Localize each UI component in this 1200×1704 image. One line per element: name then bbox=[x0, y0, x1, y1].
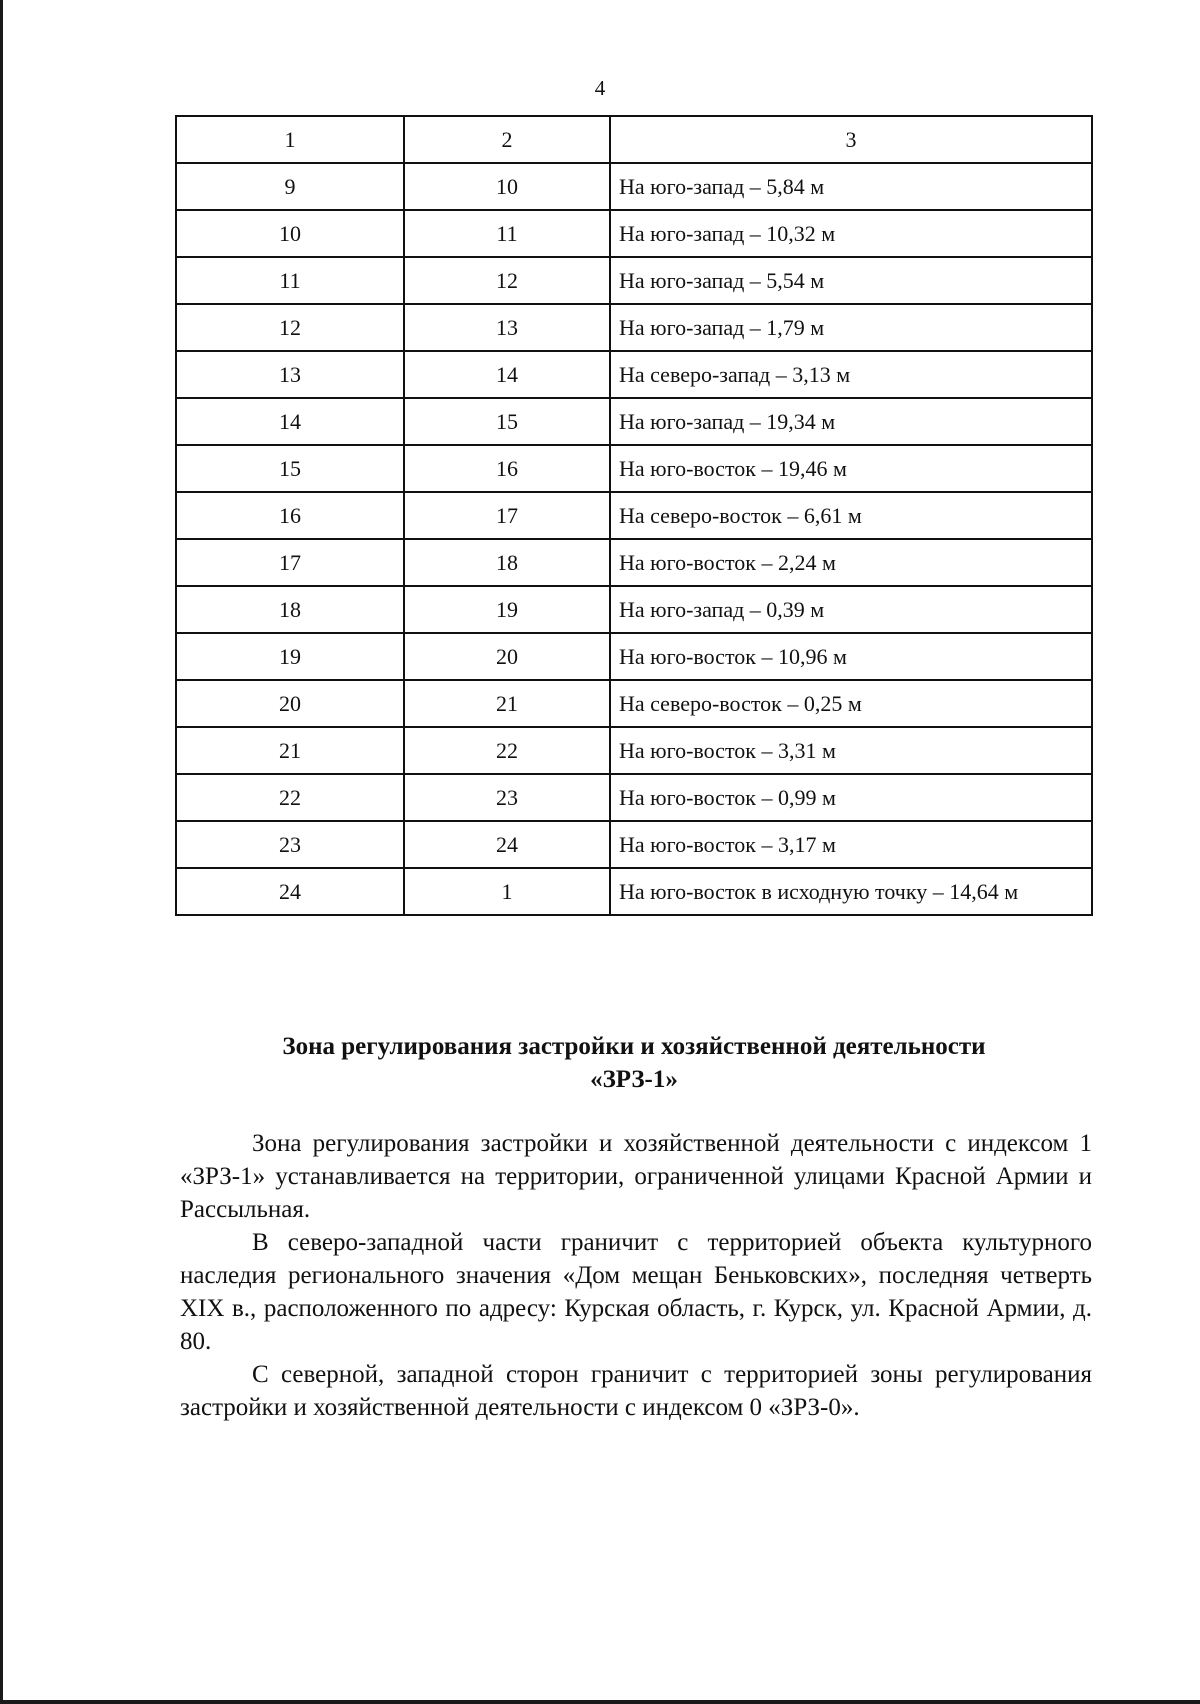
point-from-cell: 10 bbox=[176, 210, 404, 257]
point-from-cell: 18 bbox=[176, 586, 404, 633]
point-from-cell: 15 bbox=[176, 445, 404, 492]
table-row bbox=[176, 163, 1092, 210]
table-row bbox=[176, 304, 1092, 351]
table-row bbox=[176, 445, 1092, 492]
table-row bbox=[176, 257, 1092, 304]
point-to-cell: 12 bbox=[404, 257, 610, 304]
point-to-cell: 24 bbox=[404, 821, 610, 868]
table-row bbox=[176, 727, 1092, 774]
direction-distance-cell: На северо-запад – 3,13 м bbox=[610, 351, 1092, 398]
point-from-cell: 17 bbox=[176, 539, 404, 586]
point-from-cell: 19 bbox=[176, 633, 404, 680]
zone-title-line-2: «ЗРЗ-1» bbox=[590, 1066, 678, 1093]
zone-title-line-1: Зона регулирования застройки и хозяйственной деятельности bbox=[282, 1033, 986, 1060]
point-to-cell: 18 bbox=[404, 539, 610, 586]
zone-paragraph-1: Зона регулирования застройки и хозяйственной деятельности с индексом 1 «ЗРЗ-1» устанавливается на территории, ограниченной улицами Красной Армии и Рассыльная. bbox=[180, 1130, 1092, 1223]
point-from-cell: 13 bbox=[176, 351, 404, 398]
page-number: 4 bbox=[594, 76, 606, 100]
point-from-cell: 23 bbox=[176, 821, 404, 868]
point-from-cell: 9 bbox=[176, 163, 404, 210]
point-to-cell: 16 bbox=[404, 445, 610, 492]
table-row bbox=[176, 586, 1092, 633]
point-to-cell: 10 bbox=[404, 163, 610, 210]
header-cell-1: 1 bbox=[176, 116, 404, 163]
scan-border-left bbox=[0, 0, 3, 1704]
point-from-cell: 21 bbox=[176, 727, 404, 774]
direction-distance-cell: На северо-восток – 0,25 м bbox=[610, 680, 1092, 727]
point-to-cell: 14 bbox=[404, 351, 610, 398]
direction-distance-cell: На юго-запад – 1,79 м bbox=[610, 304, 1092, 351]
direction-distance-cell: На юго-восток – 10,96 м bbox=[610, 633, 1092, 680]
point-to-cell: 17 bbox=[404, 492, 610, 539]
boundary-points-table bbox=[175, 115, 1093, 916]
table-row bbox=[176, 633, 1092, 680]
zone-description bbox=[180, 1127, 1092, 1424]
table-row bbox=[176, 492, 1092, 539]
point-from-cell: 24 bbox=[176, 868, 404, 915]
point-to-cell: 20 bbox=[404, 633, 610, 680]
table-row bbox=[176, 539, 1092, 586]
direction-distance-cell: На юго-запад – 19,34 м bbox=[610, 398, 1092, 445]
direction-distance-cell: На юго-восток – 0,99 м bbox=[610, 774, 1092, 821]
header-cell-3: 3 bbox=[610, 116, 1092, 163]
table-row bbox=[176, 868, 1092, 915]
direction-distance-cell: На юго-запад – 5,84 м bbox=[610, 163, 1092, 210]
direction-distance-cell: На юго-восток – 3,17 м bbox=[610, 821, 1092, 868]
direction-distance-cell: На юго-восток – 2,24 м bbox=[610, 539, 1092, 586]
point-from-cell: 22 bbox=[176, 774, 404, 821]
direction-distance-cell: На северо-восток – 6,61 м bbox=[610, 492, 1092, 539]
direction-distance-cell: На юго-восток в исходную точку – 14,64 м bbox=[610, 868, 1092, 915]
direction-distance-cell: На юго-запад – 10,32 м bbox=[610, 210, 1092, 257]
point-from-cell: 16 bbox=[176, 492, 404, 539]
direction-distance-cell: На юго-восток – 3,31 м bbox=[610, 727, 1092, 774]
point-to-cell: 19 bbox=[404, 586, 610, 633]
table-row bbox=[176, 821, 1092, 868]
point-from-cell: 11 bbox=[176, 257, 404, 304]
zone-paragraph-2: В северо-западной части граничит с территорией объекта культурного наследия регионального значения «Дом мещан Беньковских», последняя четверть XIX в., расположенного по адресу: Курская область, г. Курск, ул. Красной Армии, д. 80. bbox=[180, 1229, 1092, 1355]
point-to-cell: 21 bbox=[404, 680, 610, 727]
table-row bbox=[176, 398, 1092, 445]
zone-paragraph-3: С северной, западной сторон граничит с территорией зоны регулирования застройки и хозяйственной деятельности с индексом 0 «ЗРЗ-0». bbox=[180, 1361, 1092, 1421]
table-row bbox=[176, 680, 1092, 727]
zone-title bbox=[175, 1030, 1093, 1096]
direction-distance-cell: На юго-восток – 19,46 м bbox=[610, 445, 1092, 492]
point-to-cell: 15 bbox=[404, 398, 610, 445]
point-from-cell: 12 bbox=[176, 304, 404, 351]
direction-distance-cell: На юго-запад – 5,54 м bbox=[610, 257, 1092, 304]
scan-border-bottom bbox=[0, 1700, 1200, 1704]
header-cell-2: 2 bbox=[404, 116, 610, 163]
point-to-cell: 23 bbox=[404, 774, 610, 821]
point-from-cell: 14 bbox=[176, 398, 404, 445]
table-row bbox=[176, 210, 1092, 257]
table-row bbox=[176, 774, 1092, 821]
table-row bbox=[176, 351, 1092, 398]
point-to-cell: 22 bbox=[404, 727, 610, 774]
point-from-cell: 20 bbox=[176, 680, 404, 727]
point-to-cell: 11 bbox=[404, 210, 610, 257]
table-header-row bbox=[176, 116, 1092, 163]
point-to-cell: 13 bbox=[404, 304, 610, 351]
direction-distance-cell: На юго-запад – 0,39 м bbox=[610, 586, 1092, 633]
point-to-cell: 1 bbox=[404, 868, 610, 915]
